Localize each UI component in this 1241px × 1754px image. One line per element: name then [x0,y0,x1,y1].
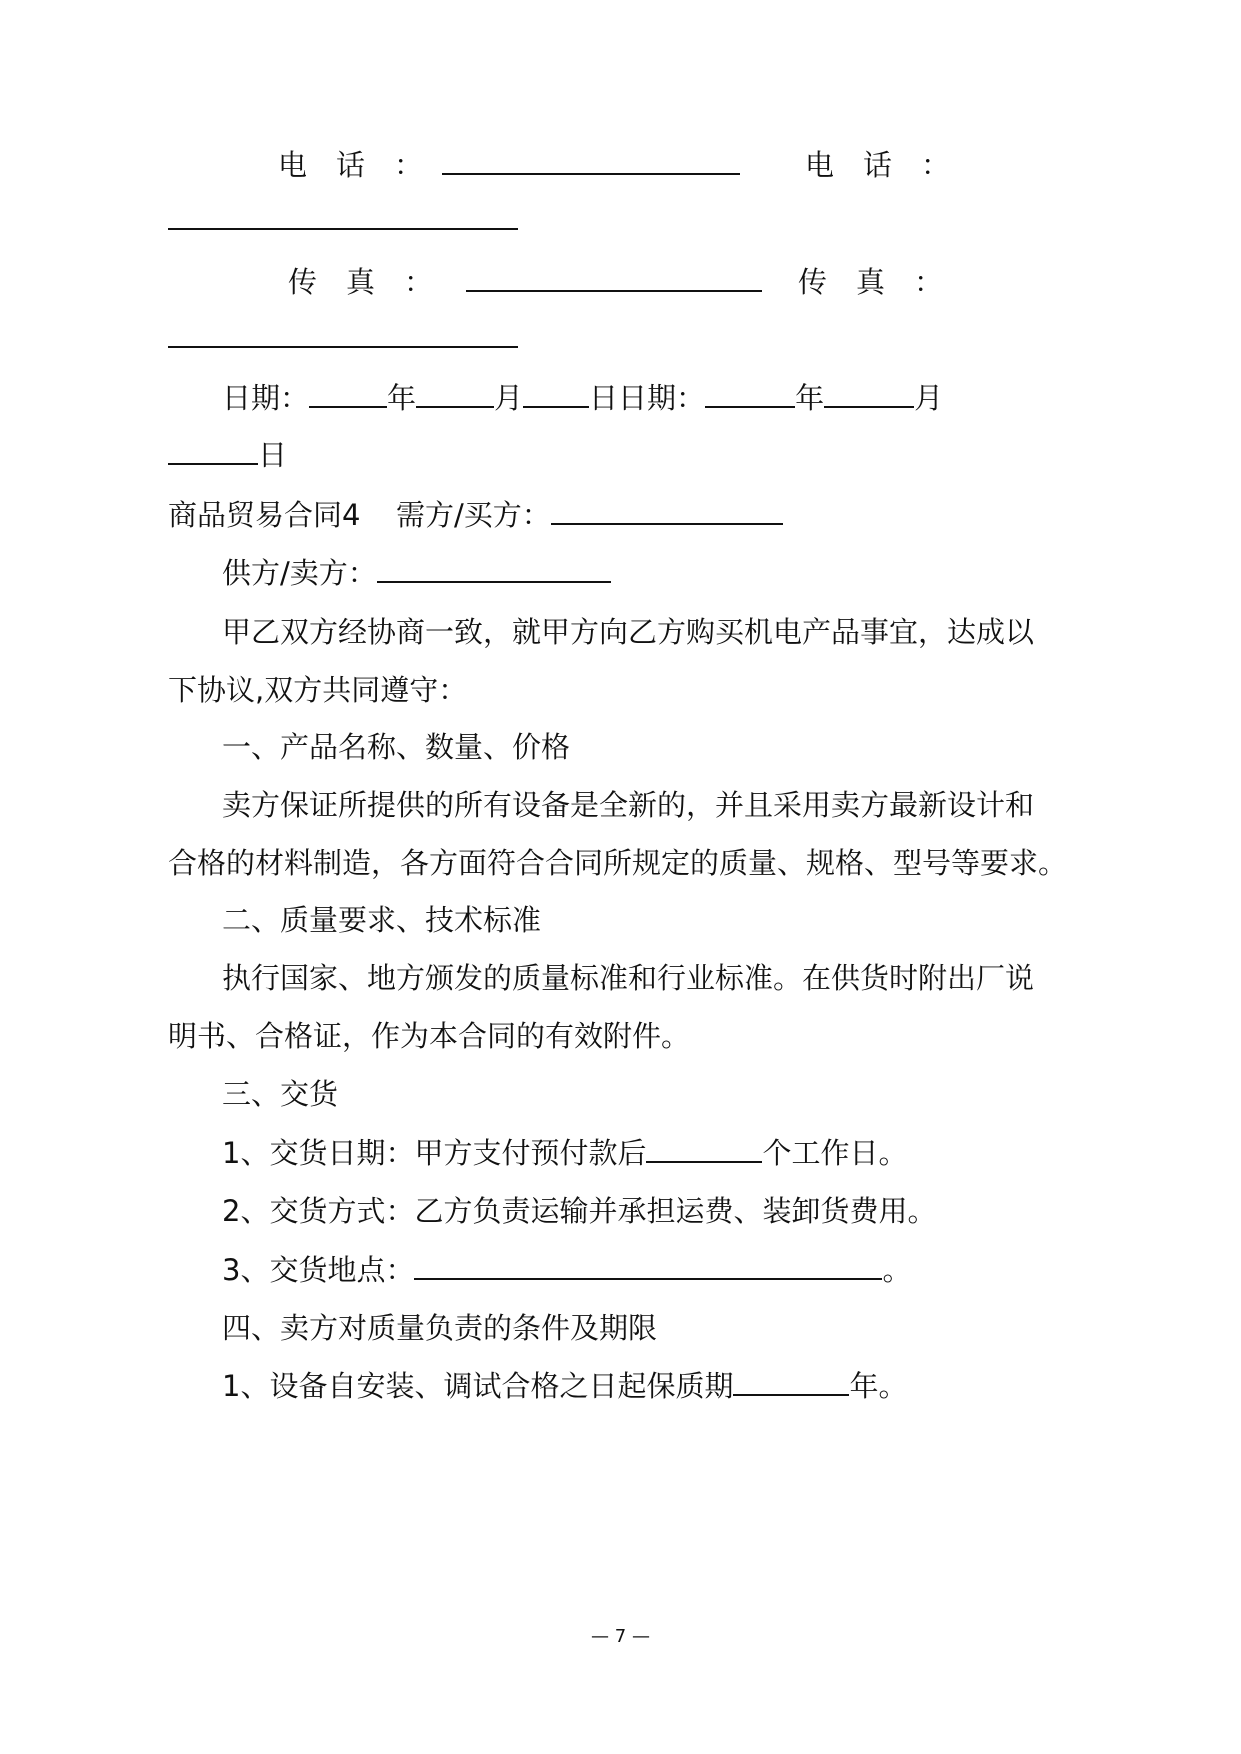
day-label: 日 [258,438,288,472]
delivery-days-blank [646,1133,762,1163]
seller-label: 供方/卖方： [222,556,377,590]
month-label-2: 月 [914,381,944,415]
warranty-label: 1、设备自安装、调试合格之日起保质期 [222,1369,734,1403]
fax-label: 传 真 ： [288,265,434,299]
section-3-item-3 [222,1250,911,1290]
buyer-blank [551,495,783,525]
fax-label-2: 传 真 ： [798,265,944,299]
date2-day-blank [168,435,258,465]
fax-blank-line-2 [168,318,518,348]
buyer-row [396,495,783,535]
section-4-heading: 四、卖方对质量负责的条件及期限 [222,1311,658,1345]
section-2-heading: 二、质量要求、技术标准 [222,903,542,937]
day-date-label: 日日期： [589,381,706,415]
fax-row-2 [798,262,943,302]
warranty-suffix: 年。 [849,1369,908,1403]
section-1-line-2: 合格的材料制造，各方面符合合同所规定的质量、规格、型号等要求。 [168,846,1068,880]
year-label-2: 年 [795,381,825,415]
intro-line-1: 甲乙双方经协商一致，就甲方向乙方购买机电产品事宜，达成以 [222,615,1035,649]
fax-blank-line [466,262,762,292]
seller-blank [377,553,611,583]
date2-month-blank [824,378,914,408]
delivery-place-label: 3、交货地点： [222,1253,415,1287]
date-row-2 [168,435,287,475]
section-3-heading: 三、交货 [222,1077,339,1111]
page-number: — 7 — [591,1626,650,1647]
seller-row [222,553,611,593]
date-year-blank [309,378,387,408]
contract-title-row [168,495,360,535]
phone-blank-2 [168,200,518,240]
delivery-date-label: 1、交货日期：甲方支付预付款后 [222,1136,647,1170]
date2-year-blank [705,378,795,408]
delivery-place-blank [414,1250,882,1280]
phone-blank-1 [442,145,740,185]
section-2-line-1: 执行国家、地方颁发的质量标准和行业标准。在供货时附出厂说 [222,961,1035,995]
section-4-item-1 [222,1366,907,1406]
delivery-place-suffix: 。 [882,1253,912,1287]
delivery-date-suffix: 个工作日。 [762,1136,908,1170]
phone-row [278,145,423,185]
intro-line-2: 下协议,双方共同遵守： [168,673,468,707]
section-1-line-1: 卖方保证所提供的所有设备是全新的，并且采用卖方最新设计和 [222,788,1035,822]
month-label: 月 [494,381,524,415]
date-label: 日期： [222,381,310,415]
phone-label: 电 话 ： [278,148,424,182]
date-row [222,378,943,418]
warranty-years-blank [733,1366,849,1396]
date-month-blank [416,378,494,408]
contract-title: 商品贸易合同4 [168,498,361,532]
phone-row-2 [805,145,950,185]
fax-blank-2 [168,318,518,358]
phone-blank-line-2 [168,200,518,230]
section-1-heading: 一、产品名称、数量、价格 [222,730,571,764]
section-3-item-1 [222,1133,907,1173]
section-2-line-2: 明书、合格证，作为本合同的有效附件。 [168,1019,691,1053]
fax-blank-1 [466,262,762,302]
date-day-blank [523,378,589,408]
phone-blank-line [442,145,740,175]
section-3-item-2: 2、交货方式：乙方负责运输并承担运费、装卸货费用。 [222,1194,937,1228]
buyer-label: 需方/买方： [396,498,551,532]
year-label: 年 [387,381,417,415]
phone-label-2: 电 话 ： [805,148,951,182]
fax-row [288,262,433,302]
